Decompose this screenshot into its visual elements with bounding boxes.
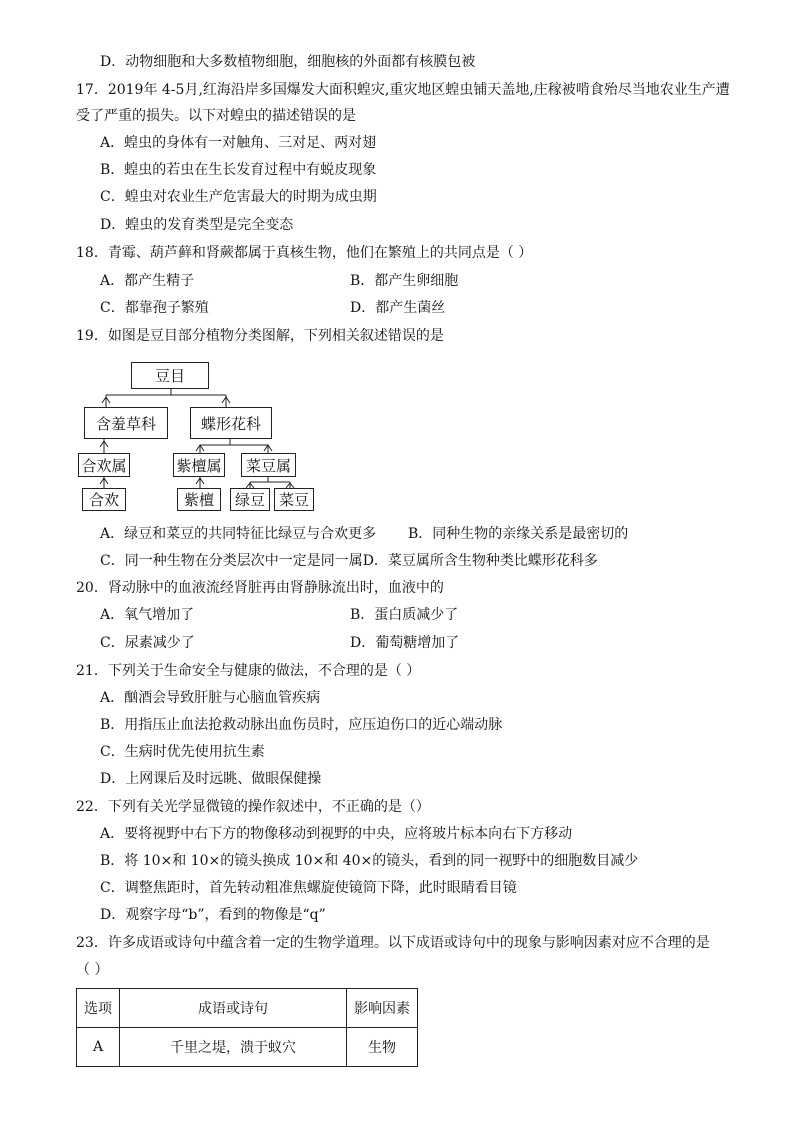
q19-option-cd: C．同一种生物在分类层次中一定是同一属D．菜豆属所含生物种类比蝶形花科多 bbox=[100, 553, 598, 569]
q18-option-c: C．都靠孢子繁殖 bbox=[100, 300, 209, 316]
q23-options-table bbox=[76, 988, 418, 1067]
q19-option-b: B．同种生物的亲缘关系是最密切的 bbox=[408, 526, 629, 542]
tree-node-genus-2: 紫檀属 bbox=[173, 453, 225, 477]
q17-option-b: B．蝗虫的若虫在生长发育过程中有蜕皮现象 bbox=[100, 162, 377, 178]
q18-stem: 18．青霉、葫芦藓和肾蕨都属于真核生物，他们在繁殖上的共同点是（ ） bbox=[76, 245, 533, 261]
tree-node-order: 豆目 bbox=[131, 362, 209, 389]
tree-node-genus-3: 菜豆属 bbox=[241, 453, 296, 477]
tree-node-species-2: 紫檀 bbox=[177, 488, 221, 511]
tree-node-species-1: 合欢 bbox=[82, 488, 126, 511]
q17-option-c: C．蝗虫对农业生产危害最大的时期为成虫期 bbox=[100, 189, 377, 205]
q20-option-c: C．尿素减少了 bbox=[100, 635, 195, 651]
table-cell: 千里之堤，溃于蚁穴 bbox=[120, 1028, 347, 1067]
q19-option-a: A．绿豆和菜豆的共同特征比绿豆与合欢更多 bbox=[100, 526, 377, 542]
q22-option-c: C．调整焦距时，首先转动粗准焦螺旋使镜筒下降，此时眼睛看目镜 bbox=[100, 880, 517, 896]
q17-stem-line2: 受了严重的损失。以下对蝗虫的描述错误的是 bbox=[76, 108, 356, 124]
q17-option-d: D．蝗虫的发育类型是完全变态 bbox=[100, 217, 294, 233]
tree-node-species-4: 菜豆 bbox=[274, 488, 314, 511]
table-header-row bbox=[77, 989, 418, 1028]
table-row bbox=[77, 1028, 418, 1067]
q21-option-c: C．生病时优先使用抗生素 bbox=[100, 744, 265, 760]
q22-stem: 22．下列有关光学显微镜的操作叙述中，不正确的是（） bbox=[76, 799, 430, 815]
q18-option-b: B．都产生卵细胞 bbox=[350, 273, 459, 289]
tree-node-family-left: 含羞草科 bbox=[84, 407, 168, 439]
q22-option-a: A．要将视野中右下方的物像移动到视野的中央，应将玻片标本向右下方移动 bbox=[100, 826, 573, 842]
q18-option-a: A．都产生精子 bbox=[100, 273, 195, 289]
table-header-cell: 成语或诗句 bbox=[120, 989, 347, 1028]
table-cell: A bbox=[77, 1028, 120, 1067]
tree-node-genus-1: 合欢属 bbox=[78, 453, 130, 477]
q21-option-b: B．用指压止血法抢救动脉出血伤员时，应压迫伤口的近心端动脉 bbox=[100, 717, 503, 733]
q23-stem: 23．许多成语或诗句中蕴含着一定的生物学道理。以下成语或诗句中的现象与影响因素对应不合理的是 bbox=[76, 935, 710, 951]
q21-option-a: A．酗酒会导致肝脏与心脑血管疾病 bbox=[100, 690, 321, 706]
q19-stem: 19．如图是豆目部分植物分类图解，下列相关叙述错误的是 bbox=[76, 328, 444, 344]
q20-option-d: D．葡萄糖增加了 bbox=[350, 635, 460, 651]
q22-option-b: B．将 10×和 10×的镜头换成 10×和 40×的镜头，看到的同一视野中的细胞数目减少 bbox=[100, 853, 639, 869]
q21-stem: 21．下列关于生命安全与健康的做法，不合理的是（ ） bbox=[76, 663, 421, 679]
table-cell: 生物 bbox=[347, 1028, 418, 1067]
q16-option-d: D．动物细胞和大多数植物细胞，细胞核的外面都有核膜包被 bbox=[100, 54, 476, 70]
q20-stem: 20．肾动脉中的血液流经肾脏再由肾静脉流出时，血液中的 bbox=[76, 580, 444, 596]
q22-option-d: D．观察字母“b”，看到的物像是“q” bbox=[100, 907, 326, 923]
table-header-cell: 影响因素 bbox=[347, 989, 418, 1028]
tree-node-family-right: 蝶形花科 bbox=[190, 407, 272, 439]
q20-option-a: A．氧气增加了 bbox=[100, 607, 195, 623]
q17-option-a: A．蝗虫的身体有一对触角、三对足、两对翅 bbox=[100, 135, 377, 151]
q18-option-d: D．都产生菌丝 bbox=[350, 300, 446, 316]
q23-stem-paren: （ ） bbox=[76, 962, 109, 978]
q17-stem-line1: 17．2019年 4-5月,红海沿岸多国爆发大面积蝗灾,重灾地区蝗虫铺天盖地,庄稼被啃食殆尽当地农业生产遭 bbox=[76, 82, 730, 98]
q20-option-b: B．蛋白质减少了 bbox=[350, 607, 459, 623]
q21-option-d: D．上网课后及时远眺、做眼保健操 bbox=[100, 771, 322, 787]
table-header-cell: 选项 bbox=[77, 989, 120, 1028]
classification-tree-diagram bbox=[76, 355, 336, 520]
tree-node-species-3: 绿豆 bbox=[230, 488, 270, 511]
